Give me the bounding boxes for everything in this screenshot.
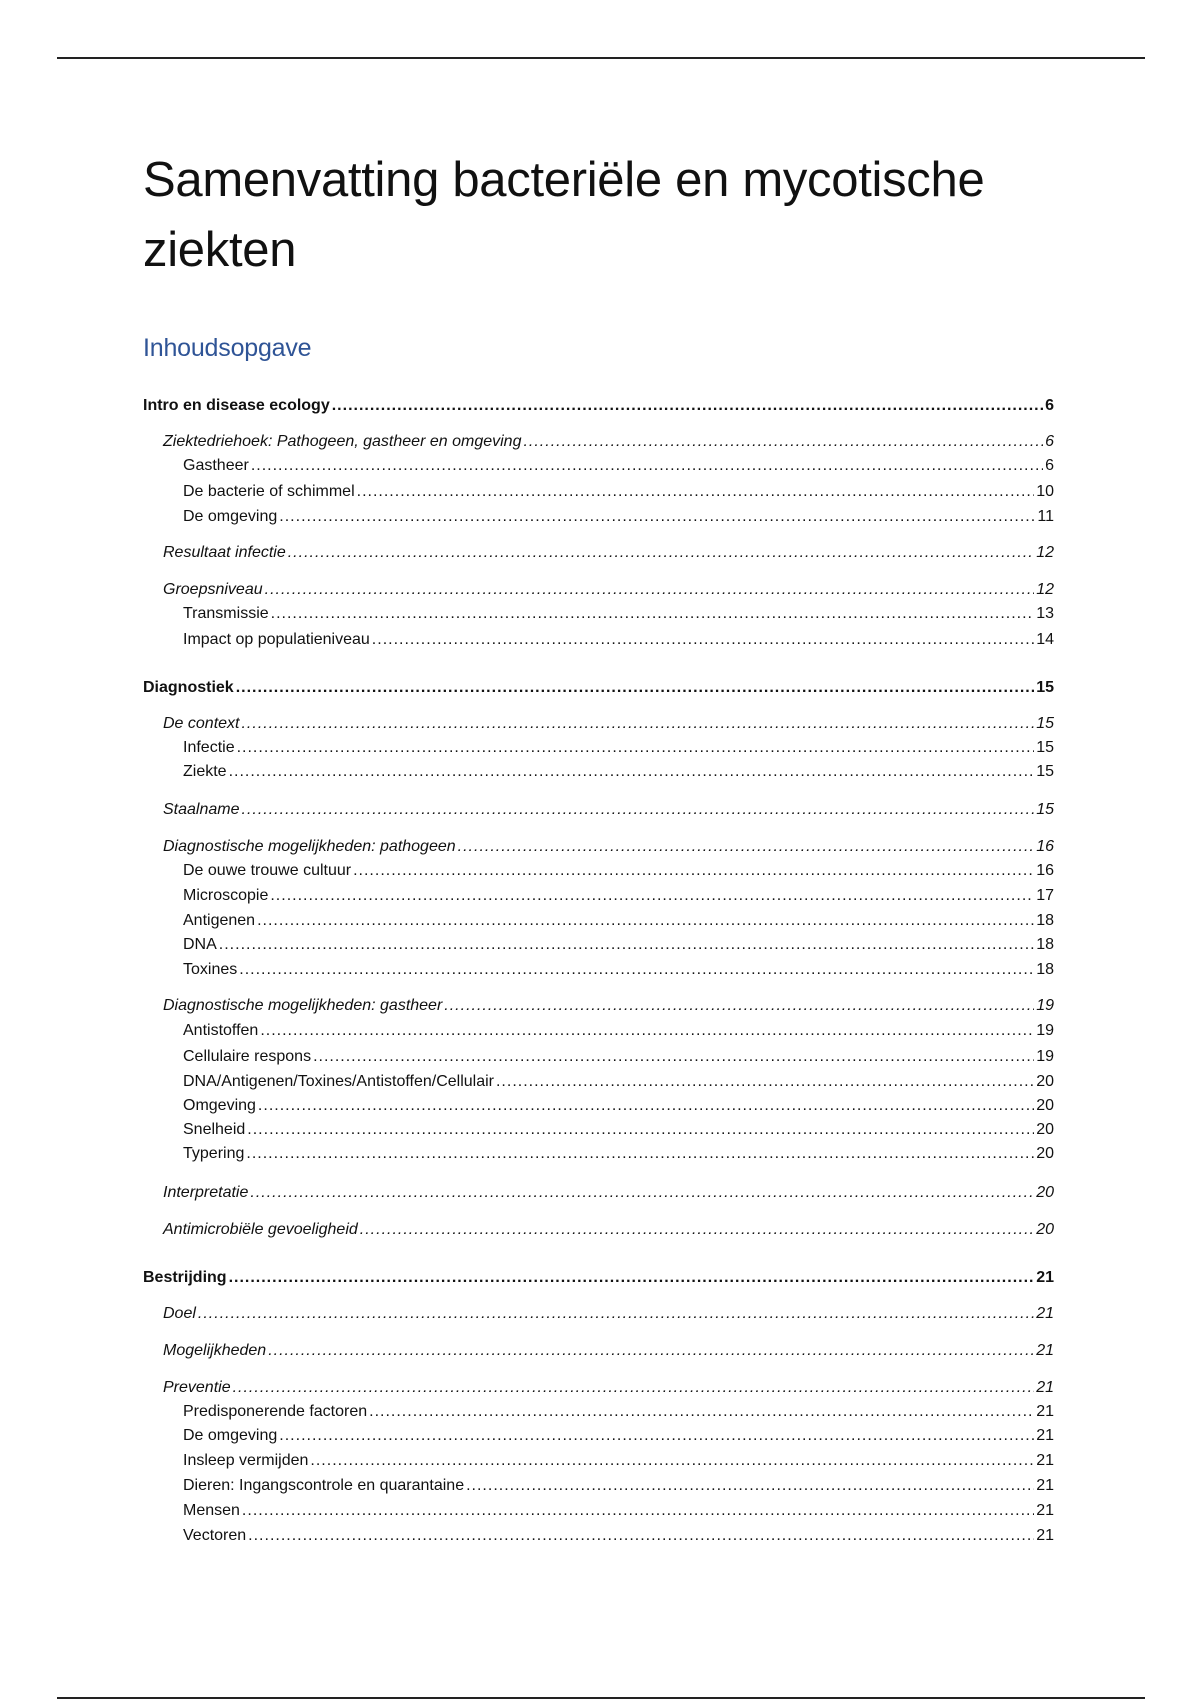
toc-page-number: 21 xyxy=(1036,1305,1054,1322)
toc-entry-snelheid[interactable] xyxy=(183,1119,1054,1141)
toc-entry-bestrijding[interactable] xyxy=(143,1267,1054,1289)
toc-entry-gastheer[interactable] xyxy=(183,455,1054,477)
toc-entry-label: Diagnostische mogelijkheden: gastheer xyxy=(163,997,443,1014)
toc-leader xyxy=(496,1071,1034,1093)
toc-entry-vectoren[interactable] xyxy=(183,1525,1054,1547)
toc-leader xyxy=(357,481,1035,503)
toc-entry-label: De omgeving xyxy=(183,1427,278,1444)
toc-leader xyxy=(332,395,1043,417)
toc-entry-mensen[interactable] xyxy=(183,1500,1054,1522)
toc-entry-label: Bestrijding xyxy=(143,1269,227,1286)
toc-entry-label: Cellulaire respons xyxy=(183,1048,312,1065)
toc-entry-mogelijkheden[interactable] xyxy=(163,1340,1054,1362)
toc-entry-intro-en-disease-ecology[interactable] xyxy=(143,395,1054,417)
toc-entry-de-context[interactable] xyxy=(163,713,1054,735)
toc-entry-label: DNA xyxy=(183,936,217,953)
toc-entry-label: Ziektedriehoek: Pathogeen, gastheer en omgeving xyxy=(163,433,522,450)
toc-leader xyxy=(233,1377,1035,1399)
toc-entry-label: Preventie xyxy=(163,1379,231,1396)
toc-page-number: 16 xyxy=(1036,862,1054,879)
toc-entry-interpretatie[interactable] xyxy=(163,1182,1054,1204)
toc-page-number: 18 xyxy=(1036,961,1054,978)
toc-leader xyxy=(251,455,1043,477)
toc-page-number: 12 xyxy=(1036,581,1054,598)
toc-leader xyxy=(257,910,1034,932)
toc-leader xyxy=(248,1525,1034,1547)
toc-page-number: 15 xyxy=(1036,679,1054,696)
toc-entry-label: Infectie xyxy=(183,739,235,756)
toc-leader xyxy=(260,1020,1034,1042)
toc-page-number: 20 xyxy=(1036,1221,1054,1238)
toc-leader xyxy=(236,677,1035,699)
toc-entry-label: Transmissie xyxy=(183,605,269,622)
toc-leader xyxy=(353,860,1034,882)
toc-page-number: 20 xyxy=(1036,1097,1054,1114)
toc-leader xyxy=(239,959,1034,981)
toc-page-number: 6 xyxy=(1045,433,1054,450)
toc-entry-diagnostische-mogelijkheden-gastheer[interactable] xyxy=(163,995,1054,1017)
toc-entry-antistoffen[interactable] xyxy=(183,1020,1054,1042)
toc-entry-label: De bacterie of schimmel xyxy=(183,483,355,500)
toc-leader xyxy=(313,1046,1034,1068)
toc-entry-label: Interpretatie xyxy=(163,1184,249,1201)
toc-entry-dna[interactable] xyxy=(183,934,1054,956)
toc-leader xyxy=(310,1450,1034,1472)
toc-leader xyxy=(229,761,1035,783)
toc-leader xyxy=(444,995,1034,1017)
header-rule xyxy=(57,57,1145,59)
toc-leader xyxy=(279,506,1035,528)
toc-leader xyxy=(360,1219,1034,1241)
toc-entry-label: Insleep vermijden xyxy=(183,1452,309,1469)
toc-leader xyxy=(219,934,1034,956)
toc-entry-infectie[interactable] xyxy=(183,737,1054,759)
toc-entry-de-ouwe-trouwe-cultuur[interactable] xyxy=(183,860,1054,882)
toc-page-number: 17 xyxy=(1036,887,1054,904)
toc-leader xyxy=(458,836,1035,858)
toc-page-number: 21 xyxy=(1036,1527,1054,1544)
toc-leader xyxy=(242,1500,1034,1522)
toc-entry-label: Typering xyxy=(183,1145,245,1162)
toc-page-number: 16 xyxy=(1036,838,1054,855)
toc-entry-antimicrobiele-gevoeligheid[interactable] xyxy=(163,1219,1054,1241)
toc-entry-omgeving[interactable] xyxy=(183,1095,1054,1117)
toc-leader xyxy=(265,579,1035,601)
toc-leader xyxy=(229,1267,1035,1289)
toc-entry-de-omgeving-2[interactable] xyxy=(183,1425,1054,1447)
toc-leader xyxy=(247,1119,1034,1141)
toc-entry-de-bacterie-of-schimmel[interactable] xyxy=(183,481,1054,503)
toc-page-number: 15 xyxy=(1036,763,1054,780)
toc-leader xyxy=(198,1303,1034,1325)
toc-entry-predisponerende-factoren[interactable] xyxy=(183,1401,1054,1423)
toc-entry-label: Resultaat infectie xyxy=(163,544,286,561)
toc-entry-label: Predisponerende factoren xyxy=(183,1403,368,1420)
toc-entry-ziektedriehoek[interactable] xyxy=(163,431,1054,453)
toc-entry-label: Antistoffen xyxy=(183,1022,259,1039)
toc-page-number: 15 xyxy=(1036,715,1054,732)
toc-entry-label: Toxines xyxy=(183,961,238,978)
toc-page-number: 13 xyxy=(1036,605,1054,622)
toc-entry-typering[interactable] xyxy=(183,1143,1054,1165)
toc-entry-doel[interactable] xyxy=(163,1303,1054,1325)
toc-page-number: 6 xyxy=(1045,457,1054,474)
toc-page-number: 21 xyxy=(1036,1477,1054,1494)
toc-page-number: 20 xyxy=(1036,1073,1054,1090)
toc-leader xyxy=(270,885,1034,907)
toc-entry-insleep-vermijden[interactable] xyxy=(183,1450,1054,1472)
toc-entry-groepsniveau[interactable] xyxy=(163,579,1054,601)
toc-heading: Inhoudsopgave xyxy=(143,334,312,362)
toc-page-number: 20 xyxy=(1036,1145,1054,1162)
toc-page-number: 21 xyxy=(1036,1427,1054,1444)
toc-page-number: 20 xyxy=(1036,1184,1054,1201)
toc-page-number: 21 xyxy=(1036,1502,1054,1519)
toc-entry-label: DNA/Antigenen/Toxines/Antistoffen/Cellulair xyxy=(183,1073,494,1090)
toc-page-number: 15 xyxy=(1036,801,1054,818)
toc-entry-label: De context xyxy=(163,715,240,732)
toc-entry-label: Diagnostiek xyxy=(143,679,234,696)
toc-leader xyxy=(288,542,1034,564)
toc-page-number: 21 xyxy=(1036,1452,1054,1469)
toc-leader xyxy=(523,431,1043,453)
toc-entry-diagnostische-mogelijkheden-pathogeen[interactable] xyxy=(163,836,1054,858)
toc-leader xyxy=(258,1095,1034,1117)
toc-entry-label: Mensen xyxy=(183,1502,240,1519)
toc-entry-label: Snelheid xyxy=(183,1121,246,1138)
toc-page-number: 11 xyxy=(1037,508,1054,525)
toc-entry-label: Intro en disease ecology xyxy=(143,397,330,414)
toc-page-number: 10 xyxy=(1036,483,1054,500)
toc-entry-ziekte[interactable] xyxy=(183,761,1054,783)
toc-page-number: 18 xyxy=(1036,912,1054,929)
toc-leader xyxy=(242,799,1035,821)
toc-entry-label: De ouwe trouwe cultuur xyxy=(183,862,352,879)
toc-entry-dna-antigenen-toxines-antistoffen-cellulair[interactable] xyxy=(183,1071,1054,1093)
toc-entry-toxines[interactable] xyxy=(183,959,1054,981)
toc-entry-label: Gastheer xyxy=(183,457,249,474)
toc-page-number: 6 xyxy=(1045,397,1054,414)
toc-page-number: 21 xyxy=(1036,1379,1054,1396)
toc-entry-label: Omgeving xyxy=(183,1097,256,1114)
toc-leader xyxy=(241,713,1034,735)
toc-leader xyxy=(372,629,1034,651)
toc-page-number: 14 xyxy=(1036,631,1054,648)
toc-page-number: 12 xyxy=(1036,544,1054,561)
toc-entry-label: Vectoren xyxy=(183,1527,247,1544)
toc-entry-transmissie[interactable] xyxy=(183,603,1054,625)
footer-rule xyxy=(57,1697,1145,1699)
toc-page-number: 21 xyxy=(1036,1342,1054,1359)
toc-entry-de-omgeving[interactable] xyxy=(183,506,1054,528)
toc-entry-cellulaire-respons[interactable] xyxy=(183,1046,1054,1068)
toc-page-number: 19 xyxy=(1036,1048,1054,1065)
toc-entry-label: Ziekte xyxy=(183,763,227,780)
toc-entry-label: De omgeving xyxy=(183,508,278,525)
toc-leader xyxy=(279,1425,1034,1447)
toc-entry-label: Groepsniveau xyxy=(163,581,263,598)
toc-page-number: 19 xyxy=(1036,997,1054,1014)
toc-page-number: 15 xyxy=(1036,739,1054,756)
toc-entry-label: Antigenen xyxy=(183,912,256,929)
toc-page-number: 19 xyxy=(1036,1022,1054,1039)
toc-page-number: 20 xyxy=(1036,1121,1054,1138)
toc-entry-label: Microscopie xyxy=(183,887,269,904)
toc-entry-label: Doel xyxy=(163,1305,196,1322)
toc-entry-label: Staalname xyxy=(163,801,240,818)
toc-entry-label: Mogelijkheden xyxy=(163,1342,267,1359)
toc-leader xyxy=(250,1182,1034,1204)
toc-entry-label: Diagnostische mogelijkheden: pathogeen xyxy=(163,838,456,855)
toc-leader xyxy=(237,737,1035,759)
toc-entry-resultaat-infectie[interactable] xyxy=(163,542,1054,564)
toc-page-number: 18 xyxy=(1036,936,1054,953)
toc-page-number: 21 xyxy=(1036,1403,1054,1420)
toc-leader xyxy=(246,1143,1034,1165)
toc-entry-label: Antimicrobiële gevoeligheid xyxy=(163,1221,358,1238)
toc-page-number: 21 xyxy=(1036,1269,1054,1286)
toc-leader xyxy=(271,603,1035,625)
toc-leader xyxy=(466,1475,1034,1497)
toc-entry-impact-op-populatieniveau[interactable] xyxy=(183,629,1054,651)
toc-entry-preventie[interactable] xyxy=(163,1377,1054,1399)
toc-entry-diagnostiek[interactable] xyxy=(143,677,1054,699)
document-title: Samenvatting bacteriële en mycotische ziekten xyxy=(143,153,985,277)
toc-leader xyxy=(369,1401,1034,1423)
toc-leader xyxy=(268,1340,1034,1362)
toc-entry-antigenen[interactable] xyxy=(183,910,1054,932)
toc-entry-microscopie[interactable] xyxy=(183,885,1054,907)
toc-entry-staalname[interactable] xyxy=(163,799,1054,821)
toc-entry-label: Dieren: Ingangscontrole en quarantaine xyxy=(183,1477,465,1494)
toc-entry-label: Impact op populatieniveau xyxy=(183,631,370,648)
toc-entry-dieren-ingangscontrole-en-quarantaine[interactable] xyxy=(183,1475,1054,1497)
